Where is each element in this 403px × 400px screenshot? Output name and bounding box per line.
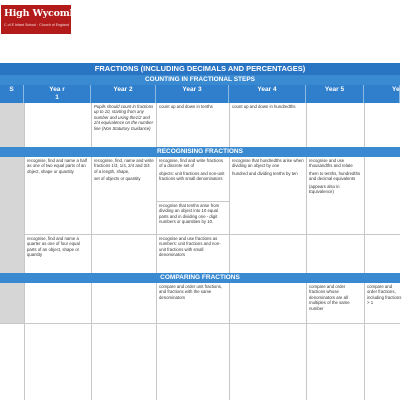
school-logo-name: High Wycombe <box>4 8 82 19</box>
section-recognising: RECOGNISING FRACTIONS <box>0 147 400 157</box>
cell-recognising-year-2-line-1: recognise, find, name and write fractions 1/3, 1/4, 2/4 and 3/4 of a length, shape, <box>94 158 154 174</box>
cell-recognising-year-2 <box>94 158 154 184</box>
cell-recognising-year-5-line-3: (appears also in Equivalence) <box>309 183 340 195</box>
header-year-5: Year 5 <box>306 85 364 103</box>
grey-margin-recognising <box>0 157 24 273</box>
header-year-2: Year 2 <box>91 85 156 103</box>
cell-recognising-year-4 <box>232 158 304 178</box>
cell-recognising-year-5 <box>309 158 362 196</box>
grid-line <box>156 201 229 202</box>
fractions-curriculum-table <box>0 63 403 400</box>
cell-recognising-year-3-line-1: recognise, find and write fractions of a discrete set of <box>159 158 224 169</box>
header-year-3: Year 3 <box>156 85 229 103</box>
cell-recognising-year-4-line-2: hundred and dividing tenths by ten <box>232 170 298 176</box>
table-title: FRACTIONS (INCLUDING DECIMALS AND PERCENTAGES) <box>0 63 400 75</box>
header-row <box>0 85 403 103</box>
cell-recognising-year-4-line-1: recognise that hundredths arise when dividing an object by one <box>232 158 304 169</box>
grey-margin-comparing <box>0 283 24 323</box>
cell-counting-year-4: count up and down in hundredths <box>232 104 296 109</box>
header-col-s: S <box>0 85 24 103</box>
cell-comparing-year-5: compare and order fractions whose denominators are all multiples of the same number <box>309 284 350 311</box>
cell-recognising-year-2-line-2: set of objects or quantity <box>94 176 141 182</box>
cell-recognising-year-1-quarter: recognise, find and name a quarter as one of four equal parts of an object, shape or quantity <box>27 236 80 258</box>
cell-recognising-year-1-half: recognise, find and name a half as one of two equal parts of an object, shape or quantity <box>27 158 87 174</box>
grid-line <box>24 234 400 235</box>
header-year-1: Yea r 1 <box>24 85 91 103</box>
cell-comparing-year-3: compare and order unit fractions, and fractions with the same denominators <box>159 284 223 300</box>
cell-recognising-year-3 <box>159 158 227 184</box>
cell-comparing-year-6: compare and order fractions, including fractions > 1 <box>367 284 402 306</box>
header-year-6: Yea <box>364 85 400 103</box>
header-year-4: Year 4 <box>229 85 306 103</box>
cell-recognising-year-3-numbers: recognise and use fractions as numbers: unit fractions and non-unit fractions with small denominators <box>159 236 221 258</box>
cell-recognising-year-5-line-2: them to tenths, hundredths and decimal equivalents <box>309 170 361 182</box>
cell-counting-year-2: Pupils should count in fractions up to 10, starting from any number and using the1/2 and 2/4 equivalence on the number line (Non Statutory Guidance) <box>94 104 154 131</box>
cell-counting-year-3: count up and down in tenths <box>159 104 213 109</box>
grid-line <box>0 323 400 324</box>
cell-recognising-year-3-tenths: recognise that tenths arise from dividing an object into 10 equal parts and in dividing one - digit numbers or quantities by 10. <box>159 203 220 225</box>
grey-margin-counting <box>0 103 24 147</box>
school-logo <box>1 5 82 34</box>
cell-recognising-year-3-line-2: objects: unit fractions and non-unit fractions with small denominators <box>159 170 225 182</box>
school-logo-tagline: C of E Infant School · Church of England <box>4 23 69 27</box>
section-comparing: COMPARING FRACTIONS <box>0 273 400 283</box>
section-counting: COUNTING IN FRACTIONAL STEPS <box>0 75 400 85</box>
cell-recognising-year-5-line-1: recognise and use thousandths and relate <box>309 158 353 169</box>
